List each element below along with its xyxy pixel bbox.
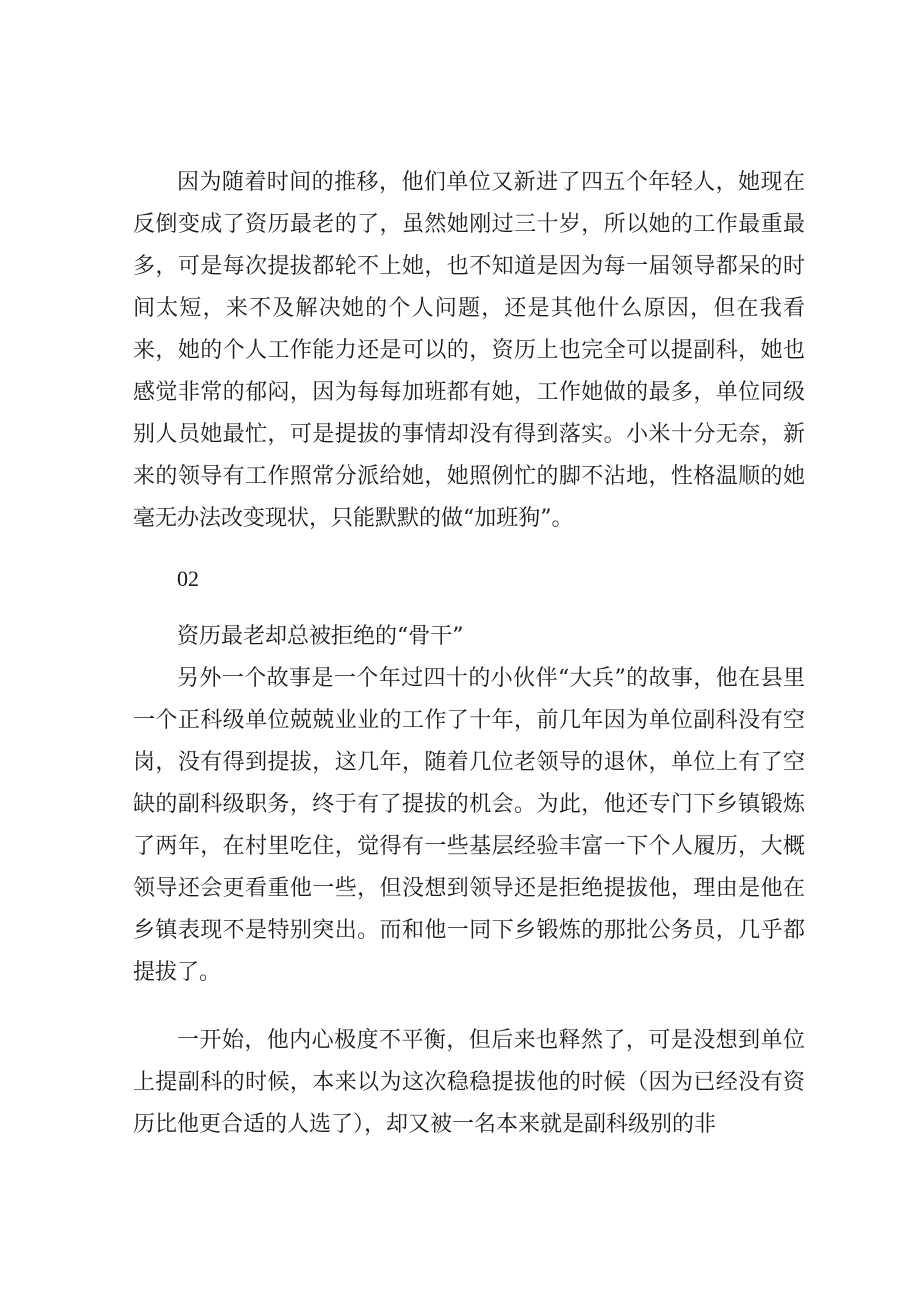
section-title: 资历最老却总被拒绝的“骨干” — [177, 624, 464, 649]
section-number: 02 — [177, 566, 199, 591]
paragraph-dabing-story: 另外一个故事是一个年过四十的小伙伴“大兵”的故事，他在县里一个正科级单位兢兢业业的工作了十年，前几年因为单位副科没有空岗，没有得到提拔，这几年，随着几位老领导的退休，单位上有了空缺的副科级职务，终于有了提拔的机会。为此，他还专门下乡镇锻炼了两年，在村里吃住，觉得有一些基层经验丰富一下个人履历，大概领导还会更看重他一些，但没想到领导还是拒绝提拔他，理由是他在乡镇表现不是特别突出。而和他一同下乡锻炼的那批公务员，几乎都提拔了。 — [133, 666, 805, 985]
paragraph-xiaomi-story: 因为随着时间的推移，他们单位又新进了四五个年轻人，她现在反倒变成了资历最老的了，虽然她刚过三十岁，所以她的工作最重最多，可是每次提拔都轮不上她，也不知道是因为每一届领导都呆的时间太短，来不及解决她的个人问题，还是其他什么原因，但在我看来，她的个人工作能力还是可以的，资历上也完全可以提副科，她也感觉非常的郁闷，因为每每加班都有她，工作她做的最多，单位同级别人员她最忙，可是提拔的事情却没有得到落实。小米十分无奈，新来的领导有工作照常分派给她，她照例忙的脚不沾地，性格温顺的她毫无办法改变现状，只能默默的做“加班狗”。 — [133, 170, 805, 531]
document-body — [133, 162, 805, 1146]
paragraph-dabing-continued: 一开始，他内心极度不平衡，但后来也释然了，可是没想到单位上提副科的时候，本来以为这次稳稳提拔他的时候（因为已经没有资历比他更合适的人选了），却又被一名本来就是副科级别的非 — [133, 1028, 805, 1137]
